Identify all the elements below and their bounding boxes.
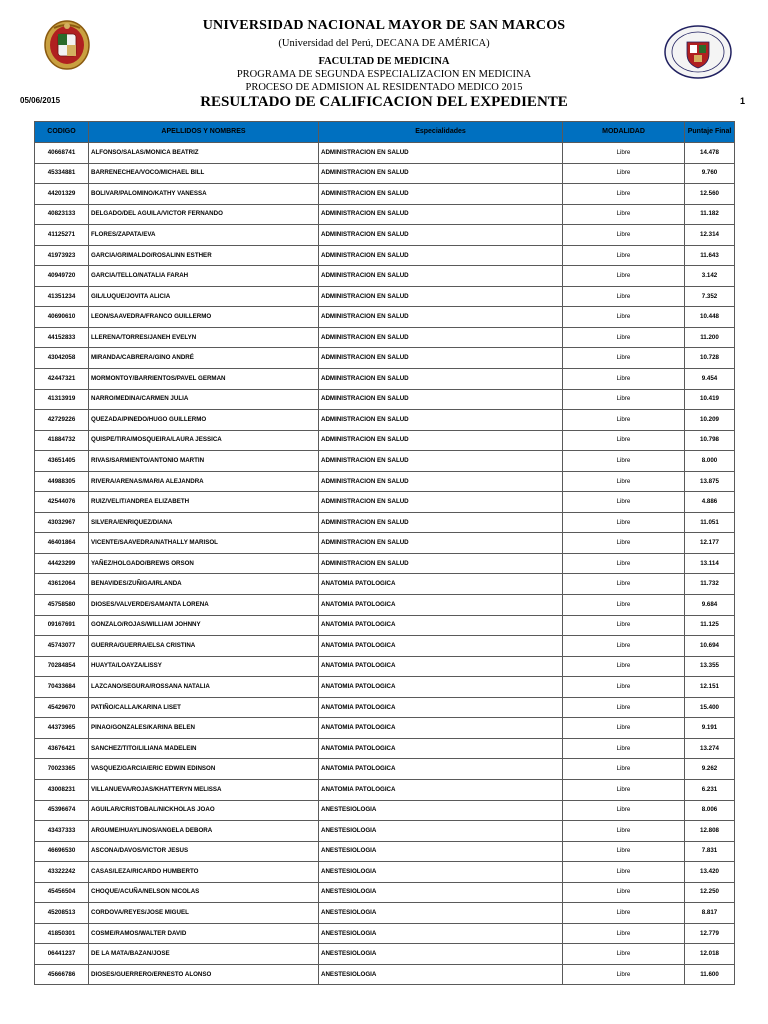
cell-mode: Libre: [563, 656, 685, 677]
table-row: [35, 574, 735, 595]
cell-code: 41973923: [35, 245, 89, 266]
cell-name: COSME/RAMOS/WALTER DAVID: [89, 923, 319, 944]
table-row: [35, 636, 735, 657]
cell-name: RIVAS/SARMIENTO/ANTONIO MARTIN: [89, 451, 319, 472]
cell-name: DIOSES/VALVERDE/SAMANTA LORENA: [89, 595, 319, 616]
cell-mode: Libre: [563, 286, 685, 307]
table-row: [35, 677, 735, 698]
cell-code: 45666786: [35, 964, 89, 985]
cell-name: AGUILAR/CRISTOBAL/NICKHOLAS JOAO: [89, 800, 319, 821]
table-row: [35, 862, 735, 883]
table-row: [35, 225, 735, 246]
cell-name: ARGUME/HUAYLINOS/ANGELA DEBORA: [89, 821, 319, 842]
cell-score: 10.419: [685, 389, 735, 410]
cell-specialty: ADMINISTRACION EN SALUD: [319, 471, 563, 492]
cell-name: MIRANDA/CABRERA/GINO ANDRÉ: [89, 348, 319, 369]
cell-specialty: ADMINISTRACION EN SALUD: [319, 286, 563, 307]
cell-name: NARRO/MEDINA/CARMEN JULIA: [89, 389, 319, 410]
table-row: [35, 841, 735, 862]
cell-name: CASAS/LEZA/RICARDO HUMBERTO: [89, 862, 319, 883]
cell-specialty: ADMINISTRACION EN SALUD: [319, 451, 563, 472]
cell-mode: Libre: [563, 738, 685, 759]
cell-name: MORMONTOY/BARRIENTOS/PAVEL GERMAN: [89, 369, 319, 390]
cell-score: 11.182: [685, 204, 735, 225]
cell-code: 70433684: [35, 677, 89, 698]
cell-code: 42544076: [35, 492, 89, 513]
table-row: [35, 307, 735, 328]
cell-code: 41884732: [35, 430, 89, 451]
table-row: [35, 738, 735, 759]
cell-score: 13.355: [685, 656, 735, 677]
cell-name: GUERRA/GUERRA/ELSA CRISTINA: [89, 636, 319, 657]
cell-mode: Libre: [563, 800, 685, 821]
cell-name: CHOQUE/ACUÑA/NELSON NICOLAS: [89, 882, 319, 903]
column-header-code: CODIGO: [35, 122, 89, 143]
cell-specialty: ADMINISTRACION EN SALUD: [319, 327, 563, 348]
cell-score: 3.142: [685, 266, 735, 287]
page-number: 1: [740, 96, 746, 106]
cell-score: 6.231: [685, 779, 735, 800]
cell-specialty: ANESTESIOLOGIA: [319, 821, 563, 842]
cell-score: 12.250: [685, 882, 735, 903]
table-row: [35, 204, 735, 225]
cell-score: 9.454: [685, 369, 735, 390]
cell-code: 41351234: [35, 286, 89, 307]
table-row: [35, 348, 735, 369]
cell-code: 42729226: [35, 410, 89, 431]
cell-code: 43612064: [35, 574, 89, 595]
cell-code: 45743077: [35, 636, 89, 657]
cell-mode: Libre: [563, 697, 685, 718]
cell-score: 10.798: [685, 430, 735, 451]
table-row: [35, 369, 735, 390]
cell-name: SANCHEZ/TITO/LILIANA MADELEIN: [89, 738, 319, 759]
cell-score: 11.051: [685, 512, 735, 533]
report-title: RESULTADO DE CALIFICACION DEL EXPEDIENTE: [200, 94, 568, 110]
cell-mode: Libre: [563, 574, 685, 595]
cell-mode: Libre: [563, 718, 685, 739]
cell-code: 41313919: [35, 389, 89, 410]
cell-code: 44423299: [35, 553, 89, 574]
cell-score: 10.448: [685, 307, 735, 328]
cell-code: 45429670: [35, 697, 89, 718]
cell-specialty: ADMINISTRACION EN SALUD: [319, 410, 563, 431]
cell-score: 11.200: [685, 327, 735, 348]
cell-specialty: ANATOMIA PATOLOGICA: [319, 574, 563, 595]
cell-code: 41125271: [35, 225, 89, 246]
cell-code: 43032967: [35, 512, 89, 533]
cell-specialty: ADMINISTRACION EN SALUD: [319, 553, 563, 574]
cell-mode: Libre: [563, 307, 685, 328]
cell-specialty: ANATOMIA PATOLOGICA: [319, 595, 563, 616]
table-row: [35, 697, 735, 718]
cell-name: CORDOVA/REYES/JOSE MIGUEL: [89, 903, 319, 924]
cell-name: HUAYTA/LOAYZA/LISSY: [89, 656, 319, 677]
cell-score: 14.478: [685, 143, 735, 164]
cell-mode: Libre: [563, 348, 685, 369]
cell-code: 45456504: [35, 882, 89, 903]
table-header-row: [35, 122, 735, 143]
cell-code: 70284854: [35, 656, 89, 677]
table-row: [35, 882, 735, 903]
process-name: PROCESO DE ADMISION AL RESIDENTADO MEDICO 2015: [245, 82, 523, 93]
cell-code: 44373965: [35, 718, 89, 739]
cell-specialty: ANESTESIOLOGIA: [319, 800, 563, 821]
cell-mode: Libre: [563, 266, 685, 287]
cell-score: 9.684: [685, 595, 735, 616]
table-row: [35, 451, 735, 472]
cell-code: 44201329: [35, 184, 89, 205]
cell-name: RIVERA/ARENAS/MARIA ALEJANDRA: [89, 471, 319, 492]
cell-code: 44152833: [35, 327, 89, 348]
cell-specialty: ADMINISTRACION EN SALUD: [319, 307, 563, 328]
cell-specialty: ANESTESIOLOGIA: [319, 841, 563, 862]
cell-specialty: ADMINISTRACION EN SALUD: [319, 204, 563, 225]
cell-code: 46696530: [35, 841, 89, 862]
cell-score: 8.006: [685, 800, 735, 821]
table-row: [35, 656, 735, 677]
cell-score: 9.191: [685, 718, 735, 739]
cell-specialty: ADMINISTRACION EN SALUD: [319, 389, 563, 410]
cell-name: LAZCANO/SEGURA/ROSSANA NATALIA: [89, 677, 319, 698]
university-name: UNIVERSIDAD NACIONAL MAYOR DE SAN MARCOS: [202, 18, 566, 33]
cell-code: 44988305: [35, 471, 89, 492]
column-header-specialty: Especialidades: [319, 122, 563, 143]
cell-specialty: ADMINISTRACION EN SALUD: [319, 163, 563, 184]
cell-specialty: ANESTESIOLOGIA: [319, 903, 563, 924]
column-header-score: Puntaje Final: [685, 122, 735, 143]
cell-code: 43437333: [35, 821, 89, 842]
table-row: [35, 718, 735, 739]
cell-code: 43008231: [35, 779, 89, 800]
cell-mode: Libre: [563, 369, 685, 390]
cell-mode: Libre: [563, 512, 685, 533]
cell-score: 9.262: [685, 759, 735, 780]
cell-name: VICENTE/SAAVEDRA/NATHALLY MARISOL: [89, 533, 319, 554]
cell-name: ASCONA/DAVOS/VICTOR JESUS: [89, 841, 319, 862]
table-row: [35, 759, 735, 780]
cell-code: 40823133: [35, 204, 89, 225]
table-row: [35, 800, 735, 821]
cell-specialty: ANESTESIOLOGIA: [319, 882, 563, 903]
cell-name: DELGADO/DEL AGUILA/VICTOR FERNANDO: [89, 204, 319, 225]
program-name: PROGRAMA DE SEGUNDA ESPECIALIZACION EN MEDICINA: [236, 69, 532, 80]
cell-specialty: ANATOMIA PATOLOGICA: [319, 656, 563, 677]
table-row: [35, 266, 735, 287]
report-date: 05/06/2015: [20, 96, 61, 105]
column-header-mode: MODALIDAD: [563, 122, 685, 143]
cell-score: 12.018: [685, 944, 735, 965]
table-row: [35, 492, 735, 513]
cell-name: DIOSES/GUERRERO/ERNESTO ALONSO: [89, 964, 319, 985]
results-table: [34, 121, 735, 985]
cell-specialty: ADMINISTRACION EN SALUD: [319, 512, 563, 533]
cell-code: 70023365: [35, 759, 89, 780]
cell-code: 45334881: [35, 163, 89, 184]
cell-score: 12.779: [685, 923, 735, 944]
cell-code: 40690610: [35, 307, 89, 328]
cell-score: 13.114: [685, 553, 735, 574]
cell-name: YAÑEZ/HOLGADO/BREWS ORSON: [89, 553, 319, 574]
cell-mode: Libre: [563, 389, 685, 410]
cell-specialty: ANATOMIA PATOLOGICA: [319, 738, 563, 759]
cell-name: FLORES/ZAPATA/EVA: [89, 225, 319, 246]
cell-name: QUEZADA/PINEDO/HUGO GUILLERMO: [89, 410, 319, 431]
table-row: [35, 471, 735, 492]
cell-mode: Libre: [563, 553, 685, 574]
cell-name: GIL/LUQUE/JOVITA ALICIA: [89, 286, 319, 307]
cell-name: SILVERA/ENRIQUEZ/DIANA: [89, 512, 319, 533]
cell-mode: Libre: [563, 533, 685, 554]
cell-name: RUIZ/VELIT/ANDREA ELIZABETH: [89, 492, 319, 513]
table-row: [35, 903, 735, 924]
cell-specialty: ANATOMIA PATOLOGICA: [319, 779, 563, 800]
cell-specialty: ADMINISTRACION EN SALUD: [319, 430, 563, 451]
cell-specialty: ANATOMIA PATOLOGICA: [319, 615, 563, 636]
cell-specialty: ADMINISTRACION EN SALUD: [319, 266, 563, 287]
cell-score: 10.728: [685, 348, 735, 369]
cell-specialty: ANESTESIOLOGIA: [319, 944, 563, 965]
cell-mode: Libre: [563, 944, 685, 965]
cell-code: 46401864: [35, 533, 89, 554]
cell-code: 43651405: [35, 451, 89, 472]
cell-score: 12.314: [685, 225, 735, 246]
cell-specialty: ANESTESIOLOGIA: [319, 862, 563, 883]
cell-code: 45208513: [35, 903, 89, 924]
cell-code: 42447321: [35, 369, 89, 390]
table-row: [35, 553, 735, 574]
table-row: [35, 410, 735, 431]
cell-code: 40949720: [35, 266, 89, 287]
university-subtitle: (Universidad del Perú, DECANA DE AMÉRICA): [278, 38, 490, 49]
cell-specialty: ANATOMIA PATOLOGICA: [319, 636, 563, 657]
column-header-name: APELLIDOS Y NOMBRES: [89, 122, 319, 143]
cell-score: 11.732: [685, 574, 735, 595]
table-row: [35, 389, 735, 410]
cell-score: 12.560: [685, 184, 735, 205]
cell-name: GARCIA/TELLO/NATALIA FARAH: [89, 266, 319, 287]
cell-score: 11.125: [685, 615, 735, 636]
cell-name: BOLIVAR/PALOMINO/KATHY VANESSA: [89, 184, 319, 205]
cell-score: 7.831: [685, 841, 735, 862]
cell-mode: Libre: [563, 184, 685, 205]
cell-code: 45396674: [35, 800, 89, 821]
cell-score: 13.274: [685, 738, 735, 759]
cell-code: 41850301: [35, 923, 89, 944]
table-row: [35, 923, 735, 944]
cell-name: BENAVIDES/ZUÑIGA/IRLANDA: [89, 574, 319, 595]
cell-mode: Libre: [563, 204, 685, 225]
faculty-name: FACULTAD DE MEDICINA: [318, 56, 450, 67]
cell-specialty: ADMINISTRACION EN SALUD: [319, 184, 563, 205]
cell-mode: Libre: [563, 779, 685, 800]
table-row: [35, 327, 735, 348]
table-row: [35, 615, 735, 636]
cell-score: 11.600: [685, 964, 735, 985]
cell-score: 7.352: [685, 286, 735, 307]
cell-code: 43676421: [35, 738, 89, 759]
cell-mode: Libre: [563, 615, 685, 636]
cell-mode: Libre: [563, 492, 685, 513]
cell-specialty: ADMINISTRACION EN SALUD: [319, 225, 563, 246]
cell-score: 12.808: [685, 821, 735, 842]
table-row: [35, 512, 735, 533]
table-row: [35, 779, 735, 800]
cell-name: BARRENECHEA/VOCO/MICHAEL BILL: [89, 163, 319, 184]
cell-score: 8.817: [685, 903, 735, 924]
cell-code: 06441237: [35, 944, 89, 965]
cell-name: GONZALO/ROJAS/WILLIAM JOHNNY: [89, 615, 319, 636]
cell-mode: Libre: [563, 759, 685, 780]
cell-score: 11.643: [685, 245, 735, 266]
cell-score: 9.760: [685, 163, 735, 184]
cell-mode: Libre: [563, 821, 685, 842]
cell-score: 12.177: [685, 533, 735, 554]
cell-specialty: ANATOMIA PATOLOGICA: [319, 677, 563, 698]
cell-specialty: ANATOMIA PATOLOGICA: [319, 759, 563, 780]
cell-name: QUISPE/TIRA/MOSQUEIRA/LAURA JESSICA: [89, 430, 319, 451]
cell-specialty: ADMINISTRACION EN SALUD: [319, 245, 563, 266]
cell-code: 09167691: [35, 615, 89, 636]
cell-specialty: ANESTESIOLOGIA: [319, 964, 563, 985]
cell-score: 4.886: [685, 492, 735, 513]
cell-mode: Libre: [563, 964, 685, 985]
table-row: [35, 821, 735, 842]
cell-specialty: ADMINISTRACION EN SALUD: [319, 348, 563, 369]
cell-specialty: ANATOMIA PATOLOGICA: [319, 718, 563, 739]
cell-name: LEON/SAAVEDRA/FRANCO GUILLERMO: [89, 307, 319, 328]
cell-name: GARCIA/GRIMALDO/ROSALINN ESTHER: [89, 245, 319, 266]
cell-specialty: ADMINISTRACION EN SALUD: [319, 369, 563, 390]
cell-score: 13.420: [685, 862, 735, 883]
cell-score: 12.151: [685, 677, 735, 698]
cell-specialty: ADMINISTRACION EN SALUD: [319, 533, 563, 554]
cell-mode: Libre: [563, 923, 685, 944]
cell-mode: Libre: [563, 163, 685, 184]
cell-name: VILLANUEVA/ROJAS/KHATTERYN MELISSA: [89, 779, 319, 800]
cell-mode: Libre: [563, 410, 685, 431]
cell-mode: Libre: [563, 225, 685, 246]
cell-code: 40668741: [35, 143, 89, 164]
table-row: [35, 964, 735, 985]
table-row: [35, 430, 735, 451]
cell-mode: Libre: [563, 903, 685, 924]
cell-score: 13.875: [685, 471, 735, 492]
cell-mode: Libre: [563, 451, 685, 472]
cell-name: VASQUEZ/GARCIA/ERIC EDWIN EDINSON: [89, 759, 319, 780]
cell-name: PINAO/GONZALES/KARINA BELEN: [89, 718, 319, 739]
table-row: [35, 944, 735, 965]
cell-mode: Libre: [563, 471, 685, 492]
table-row: [35, 184, 735, 205]
cell-name: LLERENA/TORRES/JANEH EVELYN: [89, 327, 319, 348]
cell-score: 10.694: [685, 636, 735, 657]
table-row: [35, 595, 735, 616]
cell-name: DE LA MATA/BAZAN/JOSE: [89, 944, 319, 965]
cell-mode: Libre: [563, 882, 685, 903]
cell-name: PATIÑO/CALLA/KARINA LISET: [89, 697, 319, 718]
cell-score: 10.209: [685, 410, 735, 431]
table-row: [35, 533, 735, 554]
cell-mode: Libre: [563, 841, 685, 862]
cell-score: 15.400: [685, 697, 735, 718]
cell-specialty: ANATOMIA PATOLOGICA: [319, 697, 563, 718]
table-row: [35, 143, 735, 164]
cell-code: 45758580: [35, 595, 89, 616]
cell-mode: Libre: [563, 327, 685, 348]
cell-mode: Libre: [563, 143, 685, 164]
table-row: [35, 163, 735, 184]
cell-mode: Libre: [563, 862, 685, 883]
cell-specialty: ADMINISTRACION EN SALUD: [319, 143, 563, 164]
cell-code: 43042058: [35, 348, 89, 369]
cell-score: 8.000: [685, 451, 735, 472]
cell-mode: Libre: [563, 636, 685, 657]
cell-mode: Libre: [563, 430, 685, 451]
cell-specialty: ANESTESIOLOGIA: [319, 923, 563, 944]
cell-specialty: ADMINISTRACION EN SALUD: [319, 492, 563, 513]
cell-name: ALFONSO/SALAS/MONICA BEATRIZ: [89, 143, 319, 164]
cell-code: 43322242: [35, 862, 89, 883]
cell-mode: Libre: [563, 677, 685, 698]
cell-mode: Libre: [563, 595, 685, 616]
cell-mode: Libre: [563, 245, 685, 266]
table-row: [35, 286, 735, 307]
table-row: [35, 245, 735, 266]
